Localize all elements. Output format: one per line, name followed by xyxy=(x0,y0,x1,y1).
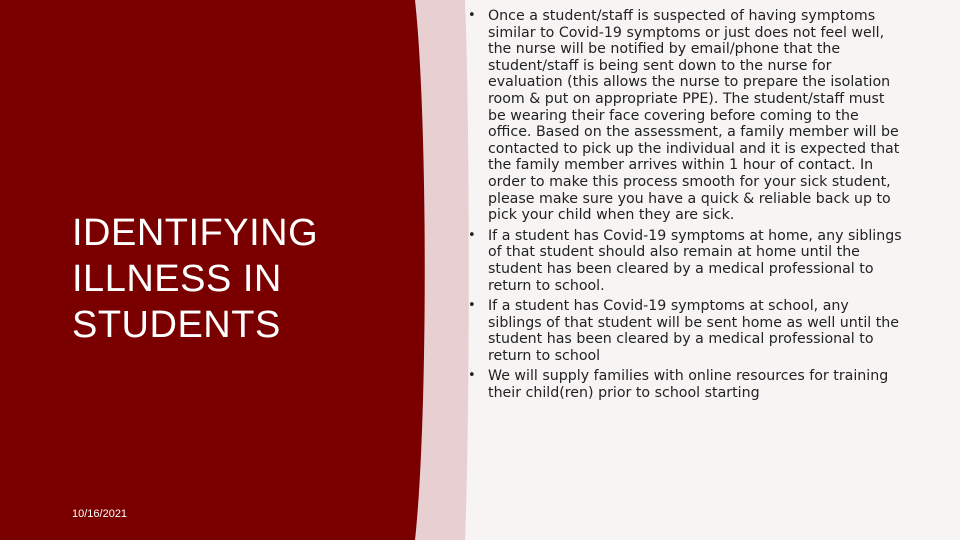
bullet-icon: • xyxy=(468,368,476,384)
slide-date: 10/16/2021 xyxy=(72,508,128,520)
bullet-text: If a student has Covid-19 symptoms at school, any siblings of that student will be sent home as well until the student has been cleared by a medical professional to return to school xyxy=(488,298,900,364)
title-line-3: STUDENTS xyxy=(72,304,281,346)
slide-title xyxy=(72,210,372,348)
bullet-text: Once a student/staff is suspected of having symptoms similar to Covid-19 symptoms or just does not feel well, the nurse will be notified by email/phone that the student/staff is being sent down to the nurse for evaluation (this allows the nurse to prepare the isolation room & put on appropriate PPE). The student/staff must be wearing their face covering before coming to the office. Based on the assessment, a family member will be contacted to pick up the individual and it is expected that the family member arrives within 1 hour of contact. In order to make this process smooth for your sick student, please make sure you have a quick & reliable back up to pick your child when they are sick. xyxy=(488,8,900,224)
bullet-icon: • xyxy=(468,8,476,23)
bullet-icon: • xyxy=(468,227,476,243)
bullet-icon: • xyxy=(468,298,476,314)
list-item xyxy=(466,228,906,294)
list-item xyxy=(466,8,906,224)
list-item xyxy=(466,298,906,364)
bullet-content xyxy=(466,8,906,406)
bullet-text: If a student has Covid-19 symptoms at home, any siblings of that student should also remain at home until the student has been cleared by a medical professional to return to school. xyxy=(488,227,902,294)
list-item xyxy=(466,368,906,401)
title-line-1: IDENTIFYING xyxy=(72,212,319,254)
bullet-text: We will supply families with online resources for training their child(ren) prior to school starting xyxy=(488,368,889,402)
bullet-list xyxy=(466,8,906,402)
title-line-2: ILLNESS IN xyxy=(72,258,282,300)
